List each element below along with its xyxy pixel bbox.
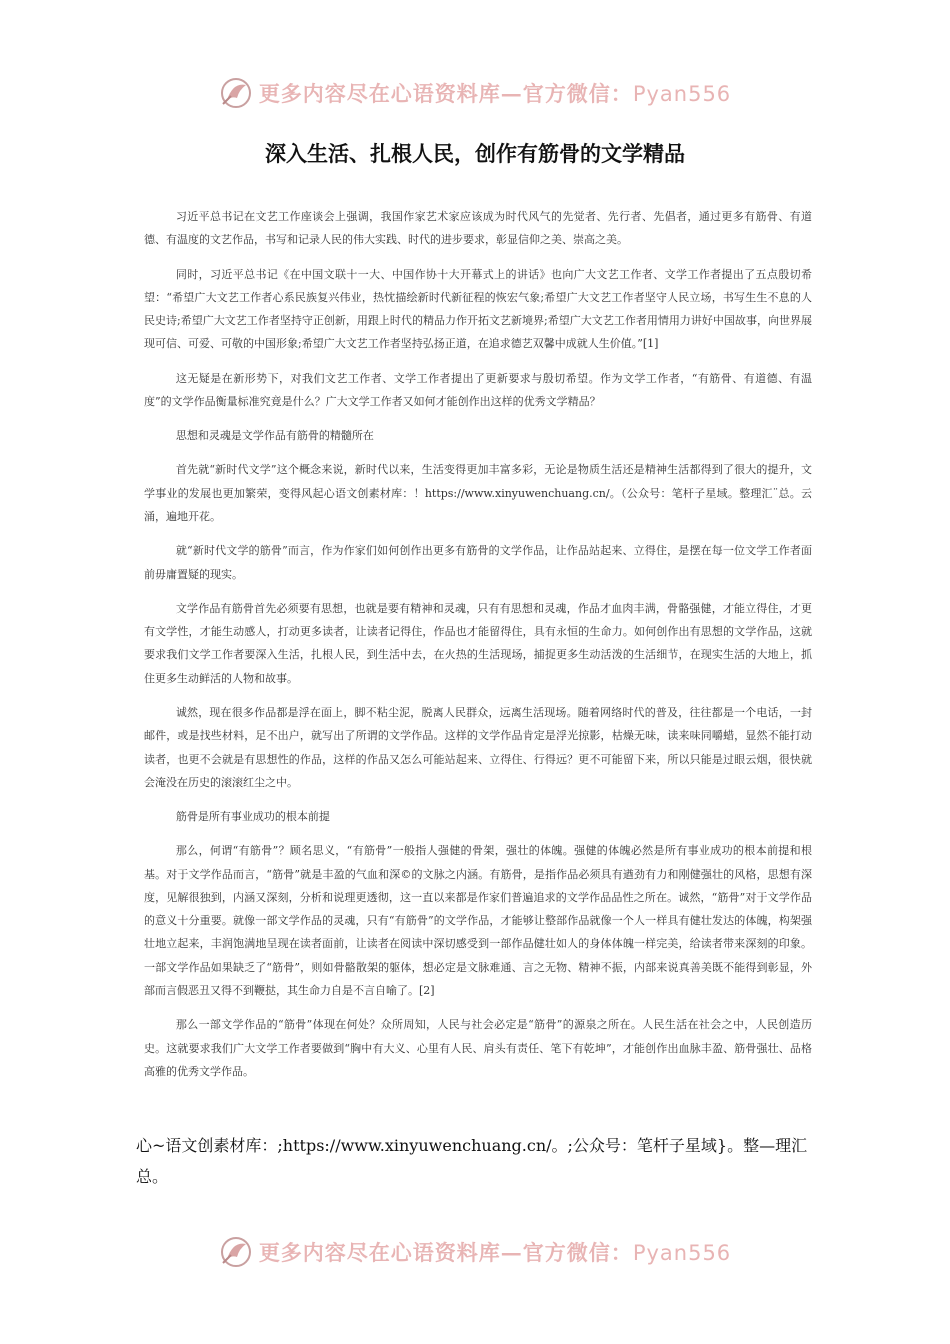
banner-text: 更多内容尽在心语资料库—官方微信：Pyan556 — [258, 1240, 732, 1265]
paragraph: 首先就“新时代文学”这个概念来说，新时代以来，生活变得更加丰富多彩，无论是物质生活还是精神生活都得到了很大的提升，文学事业的发展也更加繁荣，变得风起心语文创素材库：！https://www.xinyuwenchuang.cn/。（公众号：笔杆子星域。整理汇¨总。云涌，遍地开花。 — [144, 463, 812, 523]
footer-banner — [0, 1232, 950, 1272]
article-body — [144, 205, 812, 1094]
paragraph: 这无疑是在新形势下，对我们文艺工作者、文学工作者提出了更新要求与殷切希望。作为文学工作者，“有筋骨、有道德、有温度”的文学作品衡量标准究竟是什么？广大文学工作者又如何才能创作出这样的优秀文学精品？ — [144, 371, 812, 409]
wechat-id: Pyan556 — [632, 82, 732, 106]
banner-text: 更多内容尽在心语资料库—官方微信：Pyan556 — [258, 81, 732, 106]
article-title: 深入生活、扎根人民，创作有筋骨的文学精品 — [265, 142, 685, 166]
paragraph: 诚然，现在很多作品都是浮在面上，脚不粘尘泥，脱离人民群众，远离生活现场。随着网络时代的普及，往往都是一个电话，一封邮件，或是找些材料，足不出户，就写出了所谓的文学作品。这样的文学作品肯定是浮光掠影，枯燥无味，读来味同嚼蜡，显然不能打动读者，也更不会就是有思想性的作品，这样的作品又怎么可能站起来、立得住、行得远？更不可能留下来，所以只能是过眼云烟，很快就会淹没在历史的滚滚红尘之中。 — [144, 706, 812, 789]
paragraph: 习近平总书记在文艺工作座谈会上强调，我国作家艺术家应该成为时代风气的先觉者、先行者、先倡者，通过更多有筋骨、有道德、有温度的文艺作品，书写和记录人民的伟大实践、时代的进步要求，彰显信仰之美、崇高之美。 — [144, 210, 812, 247]
logo-icon — [219, 76, 253, 110]
header-banner — [0, 73, 950, 113]
paragraph: 那么，何谓“有筋骨”？顾名思义，“有筋骨”一般指人强健的骨架，强壮的体魄。强健的体魄必然是所有事业成功的根本前提和根基。对于文学作品而言，“筋骨”就是丰盈的气血和深©的文脉之内涵。有筋骨，是指作品必须具有遒劲有力和刚健强壮的风格，思想有深度，见解很独到，内涵又深刻，分析和说理更透彻，这一直以来都是作家们普遍追求的文学作品品性之所在。诚然，“筋骨”对于文学作品的意义十分重要。就像一部文学作品的灵魂，只有“有筋骨”的文学作品，才能够让整部作品就像一个人一样具有健壮发达的体魄，构架强壮地立起来，丰润饱满地呈现在读者面前，让读者在阅读中深切感受到一部作品健壮如人的身体体魄一样完美，给读者带来深刻的印象。一部文学作品如果缺乏了“筋骨”，则如骨骼散架的躯体，想必定是文脉难通、言之无物、精神不振，内部来说真善美既不能得到彰显，外部而言假恶丑又得不到鞭挞，其生命力自是不言自喻了。[2] — [144, 844, 812, 998]
wechat-id: Pyan556 — [632, 1241, 732, 1265]
footer-note: 心~语文创素材库：;https://www.xinyuwenchuang.cn/。;公众号：笔杆子星域}。整—理汇总。 — [136, 1136, 808, 1186]
paragraph: 那么一部文学作品的“筋骨”体现在何处？众所周知，人民与社会必定是“筋骨”的源泉之所在。人民生活在社会之中，人民创造历史。这就要求我们广大文学工作者要做到“胸中有大义、心里有人民、肩头有责任、笔下有乾坤”，才能创作出血脉丰盈、筋骨强壮、品格高雅的优秀文学作品。 — [144, 1018, 812, 1078]
section-heading: 思想和灵魂是文学作品有筋骨的精髓所在 — [175, 429, 374, 443]
paragraph: 同时，习近平总书记《在中国文联十一大、中国作协十大开幕式上的讲话》也向广大文艺工作者、文学工作者提出了五点殷切希望：“希望广大文艺工作者心系民族复兴伟业，热忱描绘新时代新征程的恢宏气象;希望广大文艺工作者坚守人民立场，书写生生不息的人民史诗;希望广大文艺工作者坚持守正创新，用跟上时代的精品力作开拓文艺新境界;希望广大文艺工作者用情用力讲好中国故事，向世界展现可信、可爱、可敬的中国形象;希望广大文艺工作者坚持弘扬正道，在追求德艺双馨中成就人生价值。”[1] — [144, 267, 812, 351]
logo-icon — [219, 1235, 253, 1269]
paragraph: 文学作品有筋骨首先必须要有思想，也就是要有精神和灵魂，只有有思想和灵魂，作品才血肉丰满，骨骼强健，才能立得住，才更有文学性，才能生动感人，打动更多读者，让读者记得住，作品也才能留得住，具有永恒的生命力。如何创作出有思想的文学作品，这就要求我们文学工作者要深入生活，扎根人民，到生活中去，在火热的生活现场，捕捉更多生动活泼的生活细节，在现实生活的大地上，抓住更多生动鲜活的人物和故事。 — [144, 601, 812, 685]
paragraph: 就“新时代文学的筋骨”而言，作为作家们如何创作出更多有筋骨的文学作品，让作品站起来、立得住，是摆在每一位文学工作者面前毋庸置疑的现实。 — [144, 544, 812, 581]
section-heading: 筋骨是所有事业成功的根本前提 — [175, 810, 330, 824]
